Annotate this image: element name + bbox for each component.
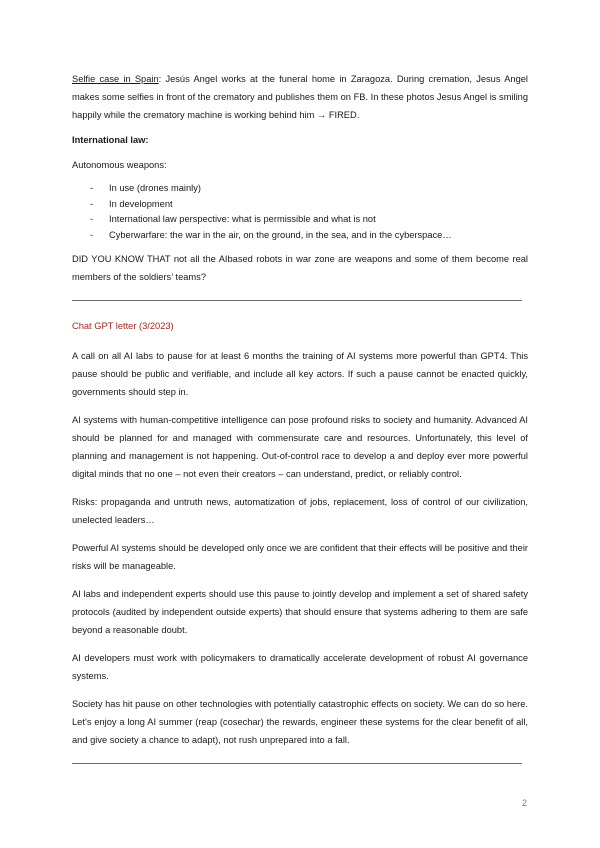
selfie-case-text: : Jesús Angel works at the funeral home in Zaragoza. During cremation, Jesus Angel makes some selfies in front of the crematory and publishes them on FB. In these photos Jesus Angel is smiling happily while the crematory machine is working behind him → FIRED.	[72, 74, 528, 120]
section-divider	[72, 300, 522, 301]
chatgpt-paragraph: Society has hit pause on other technologies with potentially catastrophic effects on society. We can do so here. Let’s enjoy a long AI summer (reap (cosechar) the rewards, engineer these systems for the clear benefit of all, and give society a chance to adapt), not rush unprepared into a fall.	[72, 699, 528, 745]
list-item-text: In use (drones mainly)	[109, 183, 201, 193]
list-item	[72, 181, 528, 197]
chatgpt-paragraph: AI labs and independent experts should use this pause to jointly develop and implement a set of shared safety protocols (audited by independent outside experts) that should ensure that systems adhering to them are safe beyond a reasonable doubt.	[72, 589, 528, 635]
autonomous-weapons-list	[72, 181, 528, 243]
autonomous-weapons-heading: Autonomous weapons:	[72, 160, 167, 170]
chatgpt-paragraph: A call on all AI labs to pause for at least 6 months the training of AI systems more powerful than GPT4. This pause should be public and verifiable, and include all key actors. If such a pause cannot be enacted quickly, governments should step in.	[72, 351, 528, 397]
international-law-heading: International law:	[72, 135, 149, 145]
list-item-text: International law perspective: what is permissible and what is not	[109, 214, 376, 224]
dash-bullet: -	[90, 198, 94, 209]
list-item	[72, 212, 528, 228]
chatgpt-paragraph: Powerful AI systems should be developed only once we are confident that their effects will be positive and their risks will be manageable.	[72, 543, 528, 571]
chatgpt-paragraph: AI developers must work with policymakers to dramatically accelerate development of robust AI governance systems.	[72, 653, 528, 681]
dash-bullet: -	[90, 214, 94, 224]
page-number: 2	[521, 798, 527, 808]
document-body	[72, 70, 528, 780]
did-you-know-paragraph: DID YOU KNOW THAT not all the AIbased robots in war zone are weapons and some of them become real members of the soldiers’ teams?	[72, 254, 528, 282]
dash-bullet: -	[90, 183, 94, 193]
dash-bullet: -	[90, 229, 94, 240]
list-item-text: Cyberwarfare: the war in the air, on the ground, in the sea, and in the cyberspace…	[109, 229, 452, 240]
list-item	[72, 228, 528, 244]
chatgpt-paragraph: Risks: propaganda and untruth news, automatization of jobs, replacement, loss of control of our civilization, unelected leaders…	[72, 497, 528, 525]
section-divider	[72, 763, 522, 764]
chatgpt-paragraph: AI systems with human-competitive intelligence can pose profound risks to society and humanity. Advanced AI should be planned for and managed with commensurate care and resources. Unfortunately, this level of planning and management is not happening. Out-of-control race to develop a and deploy ever more powerful digital minds that no one – not even their creators – can understand, predict, or reliably control.	[72, 415, 528, 479]
list-item-text: In development	[109, 198, 173, 209]
chatgpt-letter-heading: Chat GPT letter (3/2023)	[72, 321, 174, 331]
selfie-paragraph	[72, 70, 528, 124]
list-item	[72, 197, 528, 213]
selfie-case-label: Selfie case in Spain	[72, 74, 159, 84]
